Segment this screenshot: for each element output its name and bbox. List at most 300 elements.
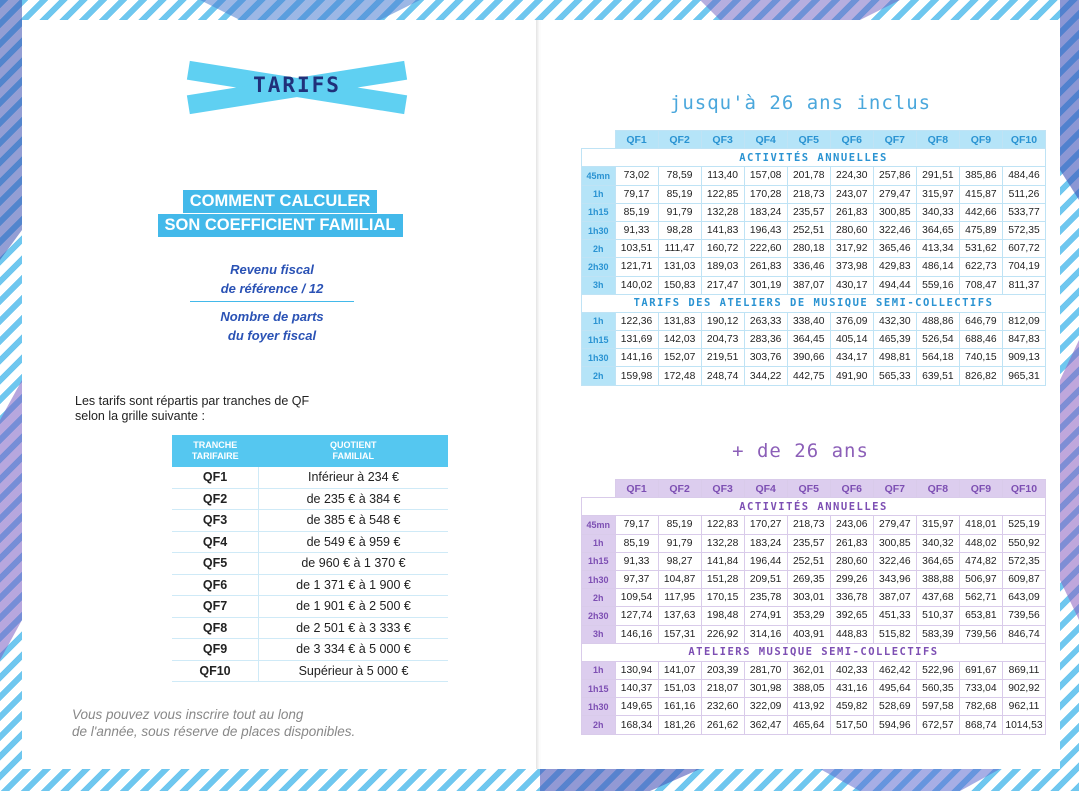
price-cell: 235,78	[744, 589, 787, 607]
price-cell: 280,18	[787, 240, 830, 258]
price-cell: 639,51	[916, 367, 959, 385]
price-cell: 161,16	[658, 698, 701, 716]
duration-label: 1h30	[582, 570, 616, 588]
qf-range-cell: de 3 334 € à 5 000 €	[259, 639, 449, 661]
price-cell: 141,07	[658, 661, 701, 679]
price-cell: 322,46	[873, 552, 916, 570]
price-cell: 261,83	[744, 258, 787, 276]
qf-range-cell: Supérieur à 5 000 €	[259, 660, 449, 682]
price-cell: 280,60	[830, 552, 873, 570]
price-cell: 137,63	[658, 607, 701, 625]
price-cell: 315,97	[916, 516, 959, 534]
price-row	[582, 607, 1046, 625]
section-row	[582, 643, 1046, 661]
price-cell: 257,86	[873, 167, 916, 185]
qf-range-cell: de 1 901 € à 2 500 €	[259, 596, 449, 618]
qf-column-header: QF6	[830, 480, 873, 498]
price-cell: 336,46	[787, 258, 830, 276]
duration-label: 1h	[582, 534, 616, 552]
price-cell: 322,46	[873, 221, 916, 239]
duration-label: 1h	[582, 312, 616, 330]
qf-column-header: QF7	[873, 480, 916, 498]
duration-label: 45mn	[582, 167, 616, 185]
price-cell: 418,01	[959, 516, 1002, 534]
price-cell: 218,07	[701, 680, 744, 698]
price-cell: 117,95	[658, 589, 701, 607]
price-cell: 151,03	[658, 680, 701, 698]
duration-label: 1h15	[582, 552, 616, 570]
price-cell: 170,15	[701, 589, 744, 607]
duration-label: 1h30	[582, 698, 616, 716]
right-page	[541, 20, 1060, 769]
price-cell: 109,54	[615, 589, 658, 607]
price-cell: 269,35	[787, 570, 830, 588]
price-row	[582, 625, 1046, 643]
price-cell: 140,02	[615, 276, 658, 294]
price-cell: 451,33	[873, 607, 916, 625]
price-cell: 300,85	[873, 203, 916, 221]
price-cell: 91,33	[615, 221, 658, 239]
price-cell: 232,60	[701, 698, 744, 716]
price-cell: 691,67	[959, 661, 1002, 679]
price-cell: 338,40	[787, 312, 830, 330]
price-cell: 364,65	[916, 221, 959, 239]
price-row	[582, 312, 1046, 330]
formula-denominator-line: du foyer fiscal	[227, 328, 317, 343]
price-cell: 364,45	[787, 331, 830, 349]
price-cell: 172,48	[658, 367, 701, 385]
qf-column-header: QF4	[744, 480, 787, 498]
price-row	[582, 240, 1046, 258]
price-cell: 442,66	[959, 203, 1002, 221]
price-cell: 572,35	[1002, 552, 1045, 570]
price-cell: 431,16	[830, 680, 873, 698]
price-cell: 565,33	[873, 367, 916, 385]
price-cell: 462,42	[873, 661, 916, 679]
price-cell: 141,84	[701, 552, 744, 570]
qf-header-row	[582, 131, 1046, 149]
price-cell: 517,50	[830, 716, 873, 734]
left-page	[22, 20, 538, 769]
duration-label: 2h	[582, 367, 616, 385]
page-title: TARIFS	[253, 73, 341, 97]
duration-label: 1h15	[582, 331, 616, 349]
price-cell: 672,57	[916, 716, 959, 734]
price-cell: 609,87	[1002, 570, 1045, 588]
price-cell: 362,01	[787, 661, 830, 679]
price-cell: 113,40	[701, 167, 744, 185]
price-cell: 248,74	[701, 367, 744, 385]
price-cell: 465,39	[873, 331, 916, 349]
price-cell: 646,79	[959, 312, 1002, 330]
price-cell: 159,98	[615, 367, 658, 385]
qf-tranche-cell: QF5	[172, 553, 259, 575]
price-cell: 140,37	[615, 680, 658, 698]
qf-column-header: QF3	[701, 480, 744, 498]
price-cell: 131,03	[658, 258, 701, 276]
price-cell: 181,26	[658, 716, 701, 734]
price-cell: 515,82	[873, 625, 916, 643]
qf-row	[172, 660, 448, 682]
duration-label: 2h	[582, 716, 616, 734]
price-cell: 434,17	[830, 349, 873, 367]
price-row	[582, 589, 1046, 607]
price-cell: 486,14	[916, 258, 959, 276]
qf-row	[172, 531, 448, 553]
price-row	[582, 661, 1046, 679]
qf-row	[172, 617, 448, 639]
price-cell: 740,15	[959, 349, 1002, 367]
price-cell: 279,47	[873, 185, 916, 203]
qf-brackets-table	[172, 435, 448, 682]
price-row	[582, 221, 1046, 239]
price-cell: 465,64	[787, 716, 830, 734]
price-cell: 314,16	[744, 625, 787, 643]
duration-label: 2h	[582, 240, 616, 258]
price-cell: 226,92	[701, 625, 744, 643]
under-26-price-table	[581, 130, 1046, 386]
price-cell: 388,88	[916, 570, 959, 588]
price-cell: 364,65	[916, 552, 959, 570]
price-cell: 868,74	[959, 716, 1002, 734]
price-cell: 151,28	[701, 570, 744, 588]
price-cell: 373,98	[830, 258, 873, 276]
price-row	[582, 185, 1046, 203]
price-row	[582, 331, 1046, 349]
price-cell: 387,07	[787, 276, 830, 294]
qf-row	[172, 596, 448, 618]
price-cell: 343,96	[873, 570, 916, 588]
qf-column-header: QF1	[615, 131, 658, 149]
price-cell: 437,68	[916, 589, 959, 607]
price-row	[582, 516, 1046, 534]
price-row	[582, 552, 1046, 570]
price-cell: 261,62	[701, 716, 744, 734]
price-row	[582, 698, 1046, 716]
price-cell: 98,27	[658, 552, 701, 570]
qf-row	[172, 510, 448, 532]
price-cell: 157,08	[744, 167, 787, 185]
price-cell: 79,17	[615, 516, 658, 534]
price-cell: 243,07	[830, 185, 873, 203]
section-row	[582, 498, 1046, 516]
price-cell: 430,17	[830, 276, 873, 294]
price-cell: 315,97	[916, 185, 959, 203]
price-cell: 103,51	[615, 240, 658, 258]
qf-column-header: QF8	[916, 131, 959, 149]
note-line: de l'année, sous réserve de places disponibles.	[72, 724, 356, 739]
price-cell: 299,26	[830, 570, 873, 588]
qf-range-cell: de 1 371 € à 1 900 €	[259, 574, 449, 596]
intro-line: Les tarifs sont répartis par tranches de QF	[75, 394, 310, 408]
price-cell: 559,16	[916, 276, 959, 294]
qf-column-header: QF10	[1002, 480, 1045, 498]
duration-label: 1h	[582, 661, 616, 679]
price-cell: 252,51	[787, 552, 830, 570]
price-cell: 494,44	[873, 276, 916, 294]
price-cell: 525,19	[1002, 516, 1045, 534]
price-cell: 132,28	[701, 534, 744, 552]
qf-range-cell: de 2 501 € à 3 333 €	[259, 617, 449, 639]
price-cell: 235,57	[787, 534, 830, 552]
price-cell: 300,85	[873, 534, 916, 552]
price-cell: 336,78	[830, 589, 873, 607]
qf-range-cell: de 235 € à 384 €	[259, 488, 449, 510]
duration-label: 45mn	[582, 516, 616, 534]
price-cell: 122,85	[701, 185, 744, 203]
price-cell: 572,35	[1002, 221, 1045, 239]
price-cell: 583,39	[916, 625, 959, 643]
intro-line: selon la grille suivante :	[75, 409, 205, 423]
price-cell: 528,69	[873, 698, 916, 716]
price-cell: 141,83	[701, 221, 744, 239]
price-cell: 243,06	[830, 516, 873, 534]
price-cell: 274,91	[744, 607, 787, 625]
price-cell: 811,37	[1002, 276, 1045, 294]
qf-column-header: QF8	[916, 480, 959, 498]
price-cell: 131,83	[658, 312, 701, 330]
price-cell: 291,51	[916, 167, 959, 185]
qf-column-header: QF5	[787, 480, 830, 498]
price-cell: 183,24	[744, 203, 787, 221]
qf-tranche-cell: QF1	[172, 467, 259, 488]
price-cell: 708,47	[959, 276, 1002, 294]
table-corner	[582, 131, 616, 149]
duration-label: 1h	[582, 185, 616, 203]
price-cell: 733,04	[959, 680, 1002, 698]
price-cell: 235,57	[787, 203, 830, 221]
qf-range-cell: Inférieur à 234 €	[259, 467, 449, 488]
price-cell: 495,64	[873, 680, 916, 698]
price-row	[582, 367, 1046, 385]
price-cell: 85,19	[615, 534, 658, 552]
price-cell: 402,33	[830, 661, 873, 679]
qf-column-header: QF9	[959, 131, 1002, 149]
qf-row	[172, 574, 448, 596]
price-cell: 121,71	[615, 258, 658, 276]
price-cell: 149,65	[615, 698, 658, 716]
price-cell: 190,12	[701, 312, 744, 330]
price-cell: 622,73	[959, 258, 1002, 276]
price-cell: 150,83	[658, 276, 701, 294]
section-title: ACTIVITÉS ANNUELLES	[582, 498, 1046, 516]
price-cell: 643,09	[1002, 589, 1045, 607]
price-cell: 97,37	[615, 570, 658, 588]
price-cell: 85,19	[658, 516, 701, 534]
price-cell: 376,09	[830, 312, 873, 330]
price-cell: 362,47	[744, 716, 787, 734]
price-cell: 91,79	[658, 203, 701, 221]
qf-tranche-cell: QF6	[172, 574, 259, 596]
price-cell: 218,73	[787, 516, 830, 534]
price-cell: 98,28	[658, 221, 701, 239]
price-cell: 122,36	[615, 312, 658, 330]
price-cell: 209,51	[744, 570, 787, 588]
qf-range-cell: de 549 € à 959 €	[259, 531, 449, 553]
qf-tranche-cell: QF3	[172, 510, 259, 532]
formula-numerator-line: de référence / 12	[220, 281, 324, 296]
qf-calc-title-line: SON COEFFICIENT FAMILIAL	[158, 214, 403, 237]
price-cell: 484,46	[1002, 167, 1045, 185]
price-cell: 219,51	[701, 349, 744, 367]
price-cell: 111,47	[658, 240, 701, 258]
price-row	[582, 167, 1046, 185]
price-cell: 340,33	[916, 203, 959, 221]
note-line: Vous pouvez vous inscrire tout au long	[72, 707, 304, 722]
price-cell: 429,83	[873, 258, 916, 276]
section-title: ATELIERS MUSIQUE SEMI-COLLECTIFS	[582, 643, 1046, 661]
price-cell: 488,86	[916, 312, 959, 330]
price-cell: 653,81	[959, 607, 1002, 625]
price-cell: 909,13	[1002, 349, 1045, 367]
duration-label: 2h	[582, 589, 616, 607]
qf-calc-title	[22, 190, 538, 238]
duration-label: 2h30	[582, 607, 616, 625]
price-cell: 73,02	[615, 167, 658, 185]
price-cell: 506,97	[959, 570, 1002, 588]
price-cell: 322,09	[744, 698, 787, 716]
price-cell: 902,92	[1002, 680, 1045, 698]
registration-note	[72, 706, 355, 740]
section-row	[582, 294, 1046, 312]
price-row	[582, 276, 1046, 294]
price-cell: 340,32	[916, 534, 959, 552]
price-cell: 388,05	[787, 680, 830, 698]
qf-range-cell: de 960 € à 1 370 €	[259, 553, 449, 575]
price-row	[582, 680, 1046, 698]
price-cell: 263,33	[744, 312, 787, 330]
qf-column-header: QF10	[1002, 131, 1045, 149]
price-cell: 132,28	[701, 203, 744, 221]
price-cell: 562,71	[959, 589, 1002, 607]
duration-label: 2h30	[582, 258, 616, 276]
price-row	[582, 716, 1046, 734]
price-cell: 511,26	[1002, 185, 1045, 203]
duration-label: 3h	[582, 625, 616, 643]
formula-denominator-line: Nombre de parts	[220, 309, 324, 324]
qf-formula	[190, 260, 354, 345]
qf-column-header: QF2	[658, 480, 701, 498]
price-cell: 91,33	[615, 552, 658, 570]
section-title: TARIFS DES ATELIERS DE MUSIQUE SEMI-COLLECTIFS	[582, 294, 1046, 312]
table-corner	[582, 480, 616, 498]
qf-tranche-cell: QF10	[172, 660, 259, 682]
price-cell: 413,34	[916, 240, 959, 258]
price-cell: 170,27	[744, 516, 787, 534]
qf-intro-text	[75, 394, 309, 424]
qf-tranche-cell: QF9	[172, 639, 259, 661]
price-cell: 704,19	[1002, 258, 1045, 276]
price-cell: 222,60	[744, 240, 787, 258]
price-cell: 198,48	[701, 607, 744, 625]
price-cell: 217,47	[701, 276, 744, 294]
price-cell: 739,56	[959, 625, 1002, 643]
price-cell: 78,59	[658, 167, 701, 185]
price-cell: 597,58	[916, 698, 959, 716]
price-row	[582, 203, 1046, 221]
price-cell: 491,90	[830, 367, 873, 385]
duration-label: 1h30	[582, 221, 616, 239]
price-cell: 301,98	[744, 680, 787, 698]
price-cell: 261,83	[830, 534, 873, 552]
duration-label: 1h15	[582, 203, 616, 221]
column-header-tranche: TRANCHE TARIFAIRE	[172, 435, 259, 467]
price-cell: 85,19	[615, 203, 658, 221]
price-cell: 85,19	[658, 185, 701, 203]
price-cell: 475,89	[959, 221, 1002, 239]
price-cell: 183,24	[744, 534, 787, 552]
price-cell: 344,22	[744, 367, 787, 385]
over-26-price-table	[581, 479, 1046, 735]
formula-numerator-line: Revenu fiscal	[230, 262, 314, 277]
price-cell: 189,03	[701, 258, 744, 276]
qf-tranche-cell: QF4	[172, 531, 259, 553]
price-cell: 533,77	[1002, 203, 1045, 221]
qf-row	[172, 553, 448, 575]
price-cell: 218,73	[787, 185, 830, 203]
price-cell: 522,96	[916, 661, 959, 679]
price-cell: 130,94	[615, 661, 658, 679]
price-cell: 365,46	[873, 240, 916, 258]
price-cell: 413,92	[787, 698, 830, 716]
price-cell: 869,11	[1002, 661, 1045, 679]
price-cell: 782,68	[959, 698, 1002, 716]
price-cell: 104,87	[658, 570, 701, 588]
price-cell: 390,66	[787, 349, 830, 367]
price-cell: 204,73	[701, 331, 744, 349]
over-26-heading: + de 26 ans	[732, 440, 869, 462]
price-cell: 301,19	[744, 276, 787, 294]
price-cell: 353,29	[787, 607, 830, 625]
price-cell: 91,79	[658, 534, 701, 552]
price-cell: 607,72	[1002, 240, 1045, 258]
price-cell: 157,31	[658, 625, 701, 643]
price-cell: 415,87	[959, 185, 1002, 203]
qf-column-header: QF6	[830, 131, 873, 149]
price-cell: 812,09	[1002, 312, 1045, 330]
price-cell: 448,83	[830, 625, 873, 643]
price-cell: 252,51	[787, 221, 830, 239]
price-cell: 564,18	[916, 349, 959, 367]
price-row	[582, 258, 1046, 276]
price-cell: 1014,53	[1002, 716, 1045, 734]
price-cell: 826,82	[959, 367, 1002, 385]
price-cell: 688,46	[959, 331, 1002, 349]
price-cell: 79,17	[615, 185, 658, 203]
price-cell: 550,92	[1002, 534, 1045, 552]
price-cell: 432,30	[873, 312, 916, 330]
price-cell: 196,43	[744, 221, 787, 239]
price-cell: 303,01	[787, 589, 830, 607]
price-cell: 224,30	[830, 167, 873, 185]
price-cell: 317,92	[830, 240, 873, 258]
qf-column-header: QF7	[873, 131, 916, 149]
price-cell: 261,83	[830, 203, 873, 221]
qf-calc-title-line: COMMENT CALCULER	[183, 190, 378, 213]
price-cell: 403,91	[787, 625, 830, 643]
qf-column-header: QF5	[787, 131, 830, 149]
qf-row	[172, 488, 448, 510]
price-cell: 965,31	[1002, 367, 1045, 385]
qf-column-header: QF2	[658, 131, 701, 149]
price-cell: 280,60	[830, 221, 873, 239]
price-cell: 160,72	[701, 240, 744, 258]
price-cell: 498,81	[873, 349, 916, 367]
qf-header-row	[582, 480, 1046, 498]
fraction-bar	[190, 301, 354, 302]
price-cell: 122,83	[701, 516, 744, 534]
price-cell: 392,65	[830, 607, 873, 625]
